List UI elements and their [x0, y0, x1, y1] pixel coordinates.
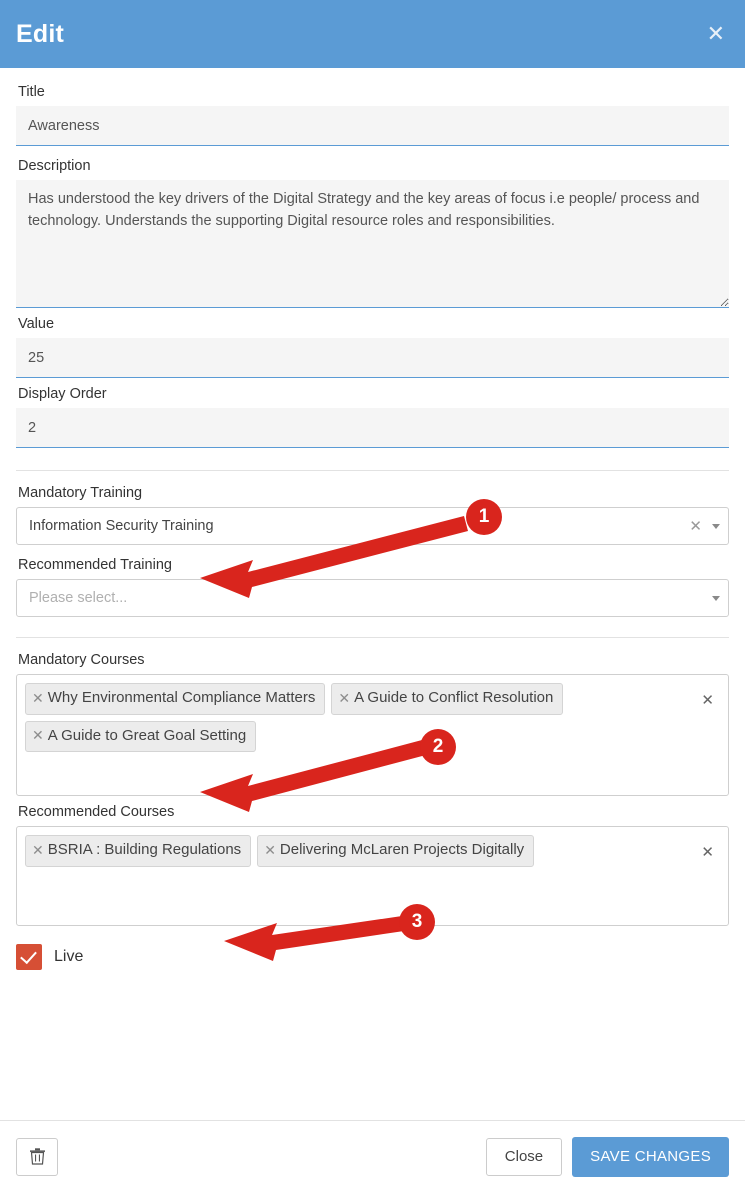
- annotation-badge-3: 3: [399, 904, 435, 940]
- save-changes-button[interactable]: SAVE CHANGES: [572, 1137, 729, 1177]
- remove-tag-icon[interactable]: ✕: [264, 841, 276, 858]
- clear-icon[interactable]: ✕: [689, 518, 702, 535]
- value-label: Value: [18, 316, 55, 332]
- annotation-badge-1: 1: [466, 499, 502, 535]
- mandatory-training-label: Mandatory Training: [18, 485, 143, 501]
- mandatory-training-value: Information Security Training: [29, 518, 214, 534]
- page-title: Edit: [16, 19, 65, 48]
- description-label: Description: [18, 158, 91, 174]
- tag-label: BSRIA : Building Regulations: [47, 841, 242, 858]
- remove-tag-icon[interactable]: ✕: [32, 689, 44, 706]
- clear-icon[interactable]: ✕: [701, 844, 714, 861]
- title-label: Title: [18, 84, 45, 100]
- recommended-training-placeholder: Please select...: [29, 590, 128, 606]
- mandatory-courses-label: Mandatory Courses: [18, 652, 145, 668]
- recommended-courses-label: Recommended Courses: [18, 804, 175, 820]
- tag-label: A Guide to Great Goal Setting: [47, 726, 247, 744]
- remove-tag-icon[interactable]: ✕: [338, 689, 351, 706]
- clear-icon[interactable]: ✕: [701, 692, 714, 709]
- remove-tag-icon[interactable]: ✕: [32, 841, 44, 858]
- remove-tag-icon[interactable]: ✕: [32, 727, 44, 744]
- live-label: Live: [54, 948, 84, 965]
- tag-label: A Guide to Conflict Resolution: [354, 689, 554, 706]
- tag-label: Delivering McLaren Projects Digitally: [279, 841, 525, 858]
- annotation-badge-2: 2: [420, 729, 456, 765]
- tag-label: Why Environmental Compliance Matters: [47, 689, 316, 706]
- recommended-training-label: Recommended Training: [18, 557, 172, 573]
- display-order-label: Display Order: [18, 386, 107, 402]
- close-button[interactable]: Close: [486, 1138, 562, 1176]
- close-icon[interactable]: ✕: [706, 21, 725, 46]
